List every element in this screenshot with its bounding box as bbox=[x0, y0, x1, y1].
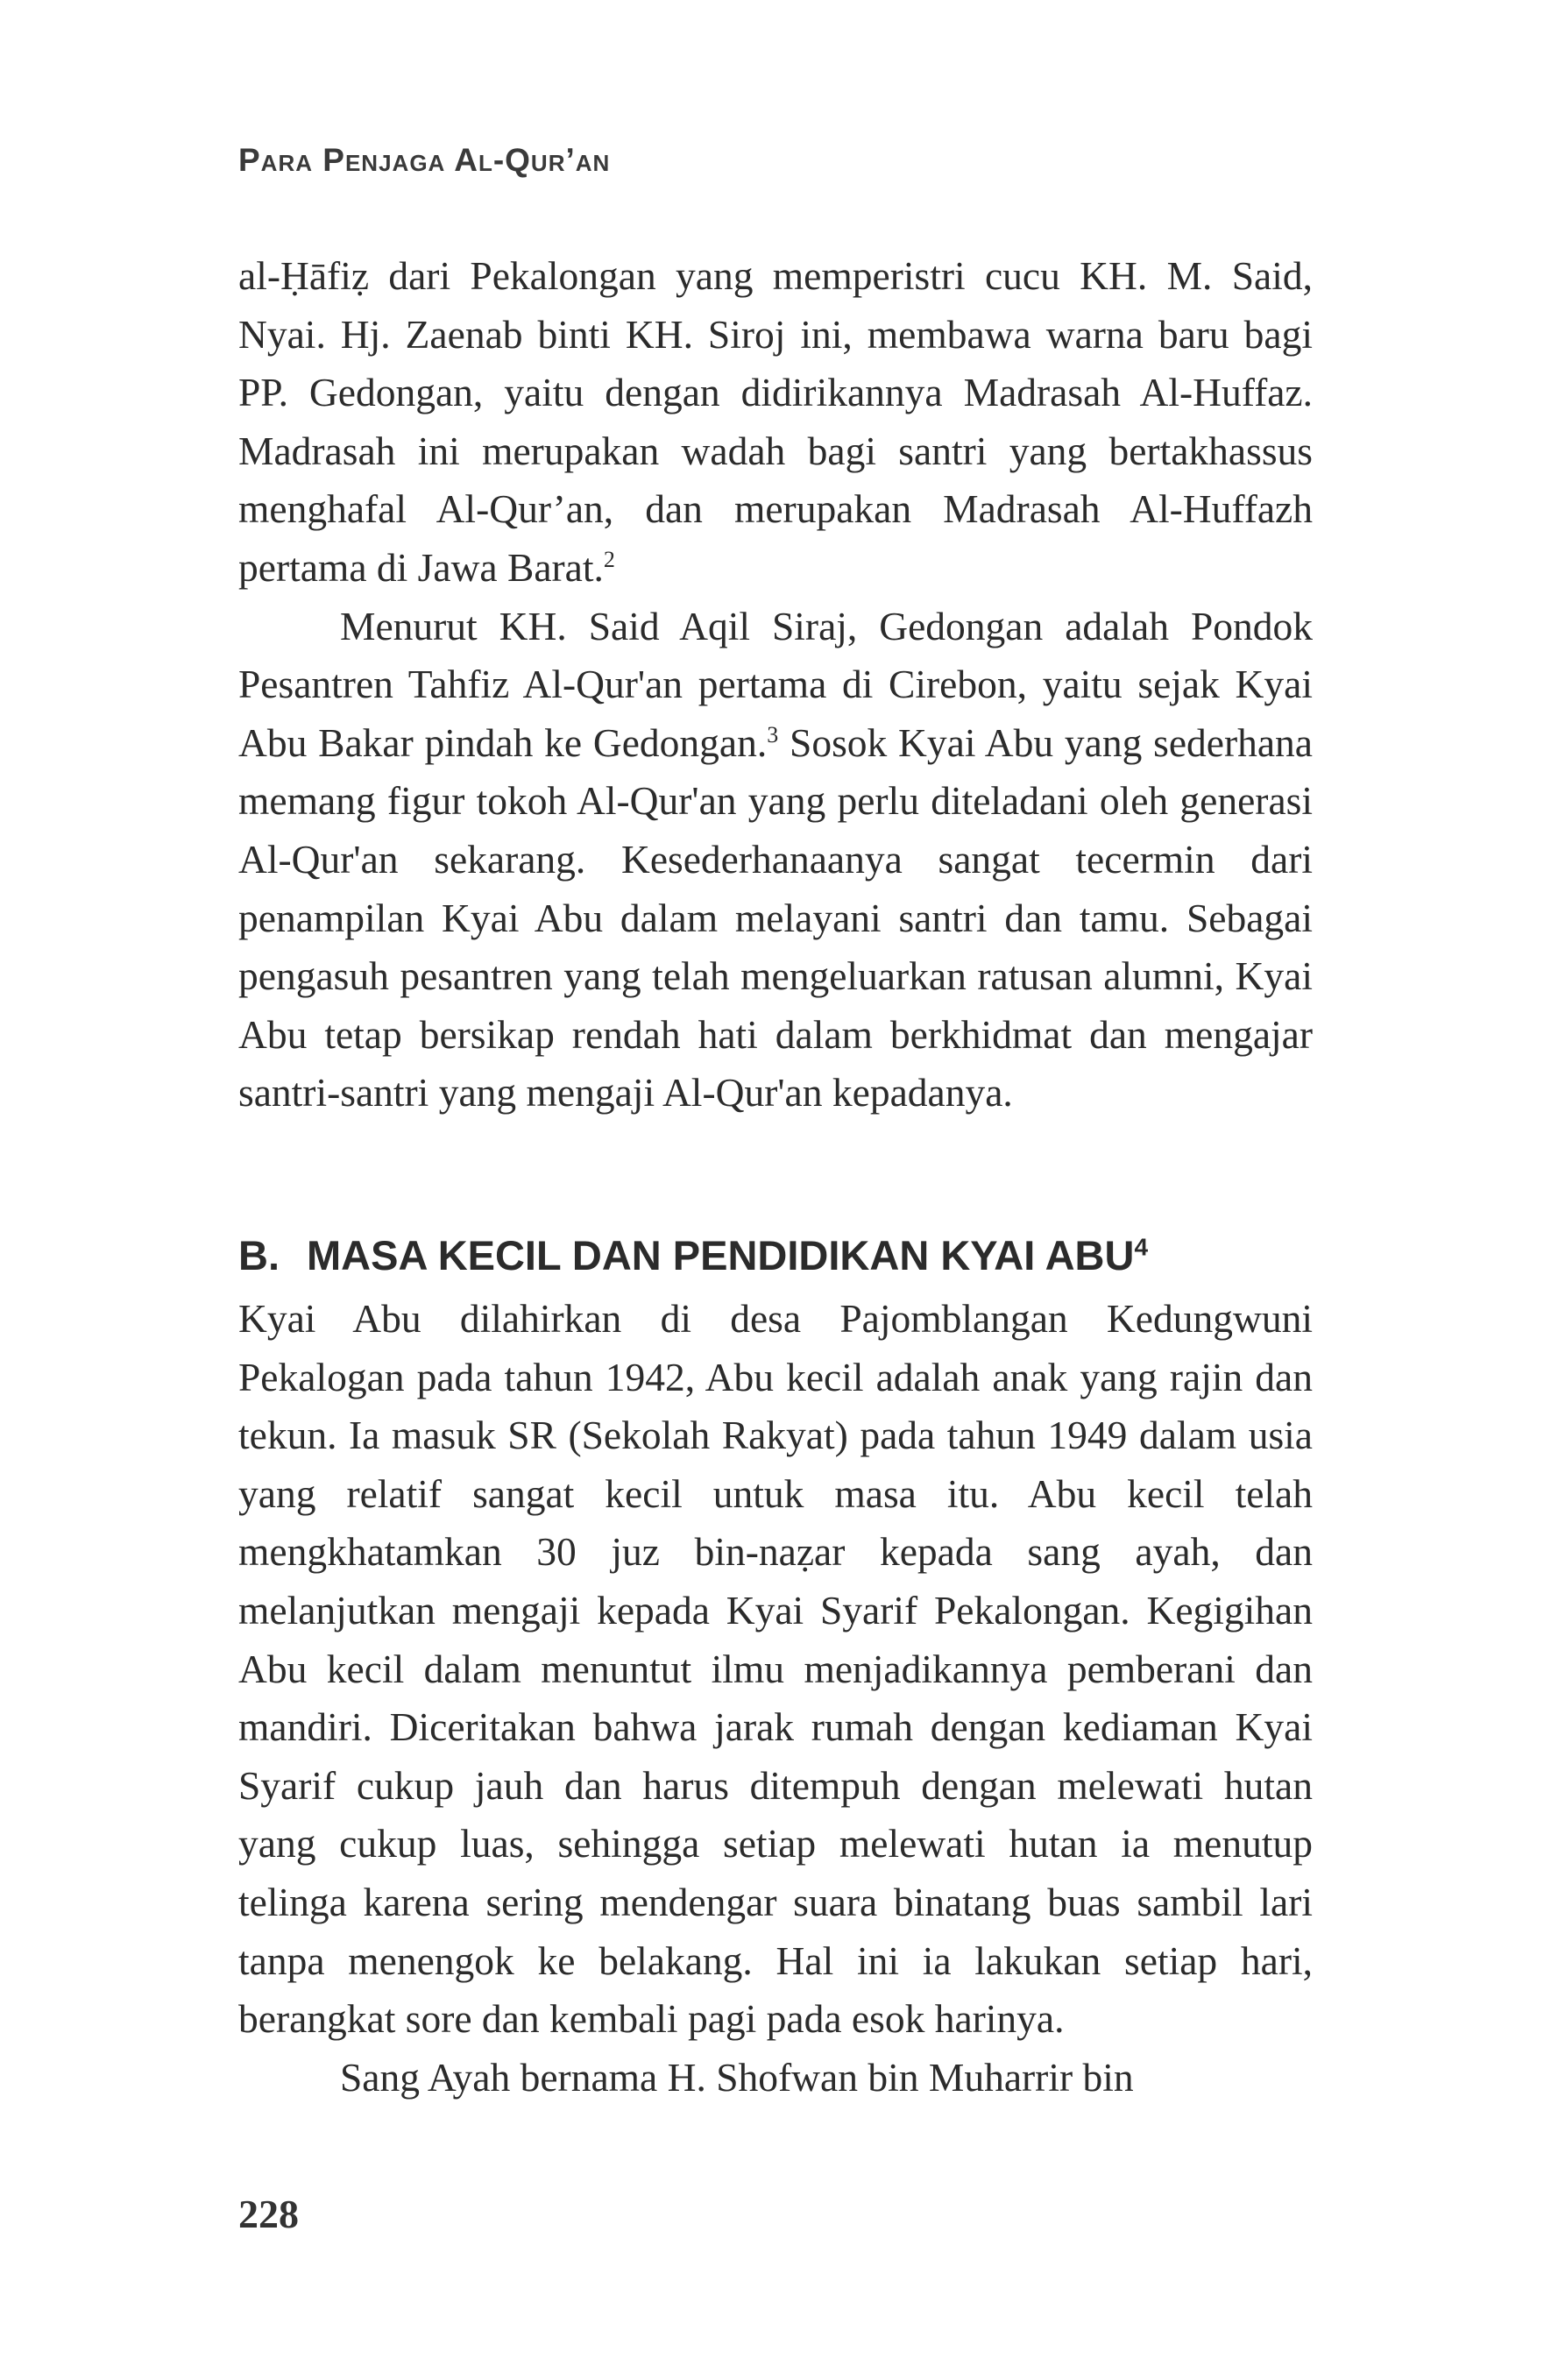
running-head: Para Penjaga Al-Qur’an bbox=[238, 142, 611, 178]
paragraph-text: Sang Ayah bernama H. Shofwan bin Muharrir bin bbox=[340, 2054, 1134, 2100]
paragraph-text: Kyai Abu dilahirkan di desa Pajomblangan Kedungwuni Pekalogan pada tahun 1942, Abu kecil adalah anak yang rajin dan tekun. Ia masuk SR (Sekolah Rakyat) pada tahun 1949 dalam usia yang relatif sangat kecil untuk masa itu. Abu kecil telah mengkhatamkan 30 juz bin-naẓar kepada sang ayah, dan melanjutkan mengaji kepada Kyai Syarif Pekalongan. Kegigihan Abu kecil dalam menuntut ilmu menjadikannya pemberani dan mandiri. Diceritakan bahwa jarak rumah dengan kediaman Kyai Syarif cukup jauh dan harus ditempuh dengan melewati hutan yang cukup luas, sehingga setiap melewati hutan ia menutup telinga karena sering mendengar suara binatang buas sambil lari tanpa menengok ke belakang. Hal ini ia lakukan setiap hari, berangkat sore dan kembali pagi pada esok harinya. bbox=[238, 1296, 1313, 2042]
paragraph bbox=[238, 2049, 1313, 2107]
paragraph-text: Menurut KH. Said Aqil Siraj, Gedongan adalah Pondok Pesantren Tahfiz Al-Qur'an pertama di Cirebon, yaitu sejak Kyai Abu Bakar pindah ke Gedongan. bbox=[238, 603, 1313, 765]
body-text-section bbox=[238, 1290, 1313, 2107]
paragraph bbox=[238, 247, 1313, 598]
section-title: MASA KECIL DAN PENDIDIKAN KYAI ABU bbox=[307, 1232, 1135, 1279]
footnote-ref[interactable]: 3 bbox=[767, 721, 779, 747]
footnote-ref[interactable]: 4 bbox=[1134, 1233, 1149, 1261]
body-text-top bbox=[238, 247, 1313, 1123]
paragraph-text: Sosok Kyai Abu yang sederhana memang figur tokoh Al-Qur'an yang perlu diteladani oleh generasi Al-Qur'an sekarang. Kesederhanaanya sangat tecermin dari penampilan Kyai Abu dalam melayani santri dan tamu. Sebagai pengasuh pesantren yang telah mengeluarkan ratusan alumni, Kyai Abu tetap bersikap rendah hati dalam berkhidmat dan mengajar santri-santri yang mengaji Al-Qur'an kepadanya. bbox=[238, 719, 1314, 1116]
section-heading bbox=[238, 1229, 1148, 1282]
page-number: 228 bbox=[238, 2192, 299, 2236]
footnote-ref[interactable]: 2 bbox=[603, 546, 615, 572]
paragraph bbox=[238, 1290, 1313, 2049]
paragraph bbox=[238, 598, 1313, 1123]
section-number: B. bbox=[238, 1232, 280, 1279]
paragraph-text: al-Ḥāfiẓ dari Pekalongan yang memperistri cucu KH. M. Said, Nyai. Hj. Zaenab binti KH. Siroj ini, membawa warna baru bagi PP. Gedongan, yaitu dengan didirikannya Madrasah Al-Huffaz. Madrasah ini merupakan wadah bagi santri yang bertakhassus menghafal Al-Qur’an, dan merupakan Madrasah Al-Huffazh pertama di Jawa Barat. bbox=[238, 253, 1313, 590]
